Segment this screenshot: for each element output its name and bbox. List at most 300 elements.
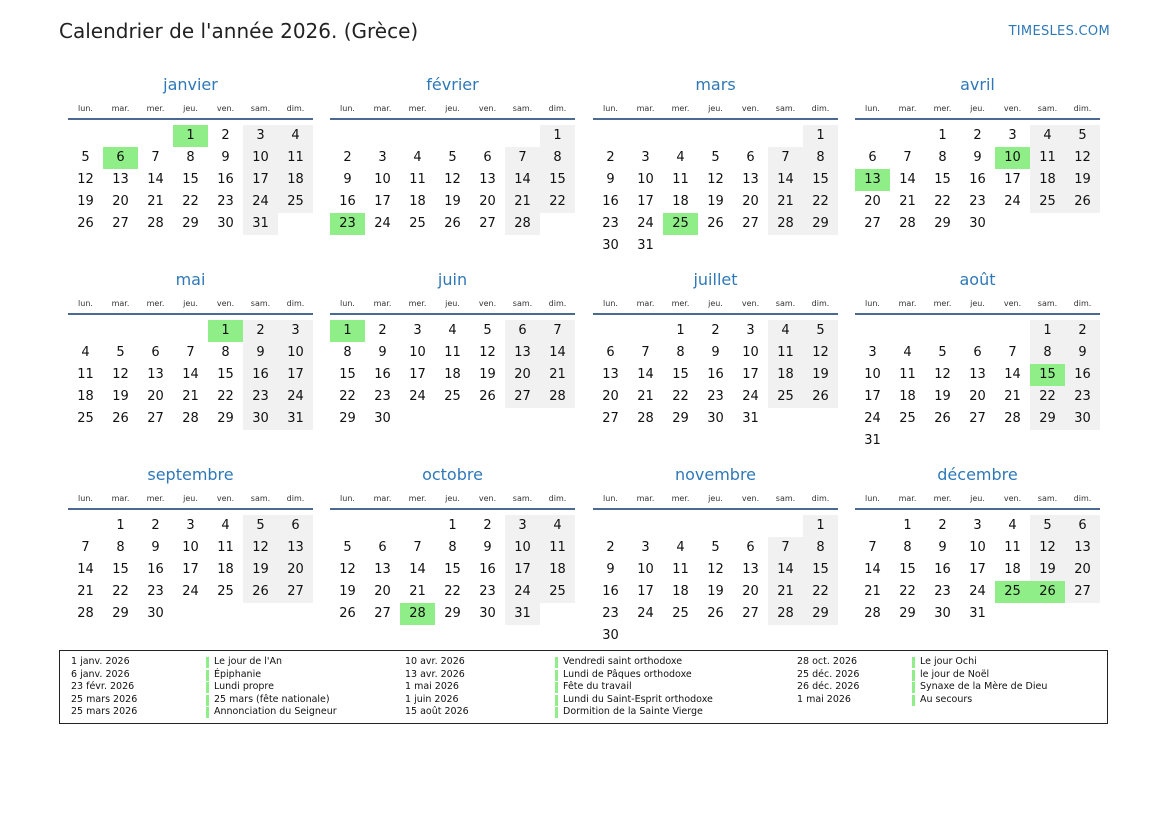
day-cell[interactable]: 27 [742,606,759,621]
day-cell[interactable]: 21 [899,194,916,209]
day-cell[interactable]: 3 [243,125,278,147]
day-cell[interactable]: 15 [339,367,356,382]
day-cell[interactable]: 26 [444,216,461,231]
day-cell[interactable]: 18 [899,389,916,404]
day-cell[interactable]: 6 [278,515,313,537]
day-cell[interactable]: 21 [768,581,803,603]
day-cell[interactable]: 22 [540,191,575,213]
day-cell[interactable]: 9 [606,562,615,577]
day-cell[interactable]: 3 [641,540,650,555]
day-cell[interactable]: 16 [1065,364,1100,386]
day-cell[interactable]: 29 [339,411,356,426]
day-cell[interactable]: 31 [243,213,278,235]
day-cell[interactable]: 25 [278,191,313,213]
day-cell[interactable]: 24 [637,606,654,621]
day-cell[interactable]: 16 [934,562,951,577]
day-cell[interactable]: 23 [1065,386,1100,408]
day-cell[interactable]: 7 [413,540,422,555]
day-cell[interactable]: 9 [606,172,615,187]
day-cell[interactable]: 5 [803,320,838,342]
day-cell[interactable]: 19 [339,584,356,599]
day-cell[interactable]: 21 [540,364,575,386]
day-cell[interactable]: 23 [479,584,496,599]
day-cell[interactable]: 15 [803,169,838,191]
day-cell[interactable]: 12 [112,367,129,382]
day-cell[interactable]: 12 [1030,537,1065,559]
day-cell[interactable]: 14 [182,367,199,382]
day-cell[interactable]: 6 [378,540,387,555]
day-cell[interactable]: 25 [1030,191,1065,213]
day-cell[interactable]: 14 [864,562,881,577]
day-cell[interactable]: 15 [112,562,129,577]
day-cell[interactable]: 18 [672,584,689,599]
day-cell[interactable]: 4 [1008,518,1017,533]
day-cell[interactable]: 14 [147,172,164,187]
day-cell[interactable]: 16 [969,172,986,187]
day-cell[interactable]: 7 [868,540,877,555]
day-cell[interactable]: 13 [969,367,986,382]
day-cell[interactable]: 7 [768,537,803,559]
day-cell[interactable]: 20 [602,389,619,404]
day-cell[interactable]: 7 [81,540,90,555]
day-cell[interactable]: 13 [742,562,759,577]
day-cell[interactable]: 12 [1065,147,1100,169]
day-cell[interactable]: 28 [899,216,916,231]
holiday-day[interactable]: 13 [855,169,890,191]
day-cell[interactable]: 29 [899,606,916,621]
day-cell[interactable]: 2 [711,323,720,338]
day-cell[interactable]: 18 [672,194,689,209]
day-cell[interactable]: 16 [602,194,619,209]
day-cell[interactable]: 12 [707,172,724,187]
day-cell[interactable]: 17 [505,559,540,581]
day-cell[interactable]: 14 [540,342,575,364]
day-cell[interactable]: 31 [969,606,986,621]
day-cell[interactable]: 8 [186,150,195,165]
day-cell[interactable]: 22 [182,194,199,209]
day-cell[interactable]: 9 [483,540,492,555]
day-cell[interactable]: 31 [637,238,654,253]
day-cell[interactable]: 17 [742,367,759,382]
day-cell[interactable]: 28 [864,606,881,621]
day-cell[interactable]: 13 [602,367,619,382]
day-cell[interactable]: 10 [637,562,654,577]
day-cell[interactable]: 1 [116,518,125,533]
day-cell[interactable]: 22 [1030,386,1065,408]
day-cell[interactable]: 3 [413,323,422,338]
day-cell[interactable]: 24 [182,584,199,599]
day-cell[interactable]: 26 [243,581,278,603]
holiday-day[interactable]: 6 [103,147,138,169]
day-cell[interactable]: 22 [934,194,951,209]
day-cell[interactable]: 27 [602,411,619,426]
holiday-day[interactable]: 1 [208,320,243,342]
day-cell[interactable]: 19 [934,389,951,404]
day-cell[interactable]: 10 [969,540,986,555]
day-cell[interactable]: 23 [217,194,234,209]
day-cell[interactable]: 9 [221,150,230,165]
day-cell[interactable]: 8 [448,540,457,555]
day-cell[interactable]: 4 [1030,125,1065,147]
holiday-day[interactable]: 28 [400,603,435,625]
day-cell[interactable]: 26 [112,411,129,426]
day-cell[interactable]: 26 [707,606,724,621]
day-cell[interactable]: 16 [479,562,496,577]
day-cell[interactable]: 20 [112,194,129,209]
day-cell[interactable]: 12 [243,537,278,559]
day-cell[interactable]: 23 [147,584,164,599]
day-cell[interactable]: 26 [803,386,838,408]
day-cell[interactable]: 12 [444,172,461,187]
day-cell[interactable]: 15 [934,172,951,187]
day-cell[interactable]: 22 [672,389,689,404]
day-cell[interactable]: 29 [217,411,234,426]
day-cell[interactable]: 19 [444,194,461,209]
day-cell[interactable]: 7 [540,320,575,342]
day-cell[interactable]: 26 [479,389,496,404]
day-cell[interactable]: 14 [505,169,540,191]
day-cell[interactable]: 10 [742,345,759,360]
day-cell[interactable]: 6 [505,320,540,342]
day-cell[interactable]: 23 [243,386,278,408]
day-cell[interactable]: 29 [182,216,199,231]
day-cell[interactable]: 11 [444,345,461,360]
day-cell[interactable]: 31 [864,433,881,448]
day-cell[interactable]: 6 [973,345,982,360]
day-cell[interactable]: 17 [969,562,986,577]
day-cell[interactable]: 16 [217,172,234,187]
day-cell[interactable]: 21 [864,584,881,599]
day-cell[interactable]: 3 [505,515,540,537]
day-cell[interactable]: 2 [938,518,947,533]
day-cell[interactable]: 16 [243,364,278,386]
day-cell[interactable]: 10 [864,367,881,382]
day-cell[interactable]: 19 [707,194,724,209]
day-cell[interactable]: 20 [505,364,540,386]
day-cell[interactable]: 20 [742,194,759,209]
day-cell[interactable]: 28 [505,213,540,235]
day-cell[interactable]: 9 [378,345,387,360]
day-cell[interactable]: 19 [243,559,278,581]
day-cell[interactable]: 7 [186,345,195,360]
day-cell[interactable]: 19 [1065,169,1100,191]
day-cell[interactable]: 22 [899,584,916,599]
day-cell[interactable]: 22 [339,389,356,404]
day-cell[interactable]: 23 [374,389,391,404]
day-cell[interactable]: 1 [938,128,947,143]
day-cell[interactable]: 7 [1008,345,1017,360]
day-cell[interactable]: 30 [969,216,986,231]
day-cell[interactable]: 17 [409,367,426,382]
day-cell[interactable]: 3 [378,150,387,165]
day-cell[interactable]: 29 [1030,408,1065,430]
day-cell[interactable]: 2 [483,518,492,533]
day-cell[interactable]: 21 [77,584,94,599]
day-cell[interactable]: 14 [1004,367,1021,382]
day-cell[interactable]: 24 [969,584,986,599]
day-cell[interactable]: 23 [602,606,619,621]
day-cell[interactable]: 16 [374,367,391,382]
day-cell[interactable]: 14 [768,559,803,581]
day-cell[interactable]: 30 [1065,408,1100,430]
day-cell[interactable]: 24 [374,216,391,231]
day-cell[interactable]: 29 [803,213,838,235]
day-cell[interactable]: 13 [278,537,313,559]
day-cell[interactable]: 11 [77,367,94,382]
day-cell[interactable]: 28 [77,606,94,621]
day-cell[interactable]: 24 [278,386,313,408]
day-cell[interactable]: 28 [637,411,654,426]
day-cell[interactable]: 14 [637,367,654,382]
day-cell[interactable]: 20 [147,389,164,404]
day-cell[interactable]: 21 [637,389,654,404]
day-cell[interactable]: 2 [151,518,160,533]
day-cell[interactable]: 17 [182,562,199,577]
day-cell[interactable]: 7 [903,150,912,165]
day-cell[interactable]: 31 [278,408,313,430]
day-cell[interactable]: 4 [81,345,90,360]
day-cell[interactable]: 12 [77,172,94,187]
day-cell[interactable]: 13 [112,172,129,187]
day-cell[interactable]: 18 [768,364,803,386]
day-cell[interactable]: 21 [147,194,164,209]
day-cell[interactable]: 2 [378,323,387,338]
day-cell[interactable]: 28 [768,603,803,625]
day-cell[interactable]: 9 [343,172,352,187]
day-cell[interactable]: 9 [711,345,720,360]
day-cell[interactable]: 15 [540,169,575,191]
day-cell[interactable]: 24 [864,411,881,426]
day-cell[interactable]: 22 [803,581,838,603]
day-cell[interactable]: 8 [1030,342,1065,364]
day-cell[interactable]: 2 [343,150,352,165]
day-cell[interactable]: 28 [768,213,803,235]
day-cell[interactable]: 11 [1030,147,1065,169]
day-cell[interactable]: 7 [641,345,650,360]
day-cell[interactable]: 24 [742,389,759,404]
day-cell[interactable]: 10 [505,537,540,559]
day-cell[interactable]: 3 [746,323,755,338]
day-cell[interactable]: 21 [182,389,199,404]
day-cell[interactable]: 4 [540,515,575,537]
day-cell[interactable]: 14 [77,562,94,577]
day-cell[interactable]: 10 [243,147,278,169]
day-cell[interactable]: 19 [1030,559,1065,581]
day-cell[interactable]: 15 [803,559,838,581]
day-cell[interactable]: 30 [374,411,391,426]
day-cell[interactable]: 19 [479,367,496,382]
day-cell[interactable]: 4 [413,150,422,165]
day-cell[interactable]: 12 [339,562,356,577]
day-cell[interactable]: 2 [606,150,615,165]
day-cell[interactable]: 3 [1008,128,1017,143]
day-cell[interactable]: 19 [803,364,838,386]
day-cell[interactable]: 5 [1065,125,1100,147]
day-cell[interactable]: 25 [217,584,234,599]
day-cell[interactable]: 8 [676,345,685,360]
day-cell[interactable]: 29 [444,606,461,621]
day-cell[interactable]: 17 [1004,172,1021,187]
day-cell[interactable]: 13 [147,367,164,382]
day-cell[interactable]: 29 [112,606,129,621]
day-cell[interactable]: 30 [147,606,164,621]
day-cell[interactable]: 17 [278,364,313,386]
day-cell[interactable]: 18 [217,562,234,577]
day-cell[interactable]: 15 [217,367,234,382]
day-cell[interactable]: 22 [444,584,461,599]
day-cell[interactable]: 14 [899,172,916,187]
day-cell[interactable]: 11 [672,172,689,187]
day-cell[interactable]: 26 [339,606,356,621]
day-cell[interactable]: 22 [803,191,838,213]
day-cell[interactable]: 5 [448,150,457,165]
day-cell[interactable]: 8 [803,147,838,169]
day-cell[interactable]: 2 [973,128,982,143]
day-cell[interactable]: 5 [711,150,720,165]
day-cell[interactable]: 27 [969,411,986,426]
day-cell[interactable]: 6 [868,150,877,165]
day-cell[interactable]: 2 [221,128,230,143]
day-cell[interactable]: 3 [186,518,195,533]
day-cell[interactable]: 25 [540,581,575,603]
day-cell[interactable]: 18 [1004,562,1021,577]
day-cell[interactable]: 5 [343,540,352,555]
day-cell[interactable]: 17 [637,584,654,599]
day-cell[interactable]: 16 [707,367,724,382]
day-cell[interactable]: 10 [409,345,426,360]
day-cell[interactable]: 30 [707,411,724,426]
day-cell[interactable]: 6 [746,540,755,555]
day-cell[interactable]: 6 [483,150,492,165]
day-cell[interactable]: 8 [903,540,912,555]
day-cell[interactable]: 9 [243,342,278,364]
day-cell[interactable]: 19 [112,389,129,404]
day-cell[interactable]: 9 [973,150,982,165]
day-cell[interactable]: 13 [505,342,540,364]
day-cell[interactable]: 11 [540,537,575,559]
day-cell[interactable]: 10 [637,172,654,187]
day-cell[interactable]: 11 [409,172,426,187]
day-cell[interactable]: 11 [217,540,234,555]
day-cell[interactable]: 24 [243,191,278,213]
day-cell[interactable]: 20 [479,194,496,209]
holiday-day[interactable]: 1 [330,320,365,342]
day-cell[interactable]: 28 [1004,411,1021,426]
day-cell[interactable]: 13 [479,172,496,187]
day-cell[interactable]: 1 [1030,320,1065,342]
day-cell[interactable]: 15 [672,367,689,382]
day-cell[interactable]: 27 [374,606,391,621]
day-cell[interactable]: 19 [707,584,724,599]
day-cell[interactable]: 30 [217,216,234,231]
day-cell[interactable]: 2 [1065,320,1100,342]
day-cell[interactable]: 27 [479,216,496,231]
day-cell[interactable]: 11 [899,367,916,382]
day-cell[interactable]: 6 [1065,515,1100,537]
day-cell[interactable]: 15 [444,562,461,577]
day-cell[interactable]: 8 [938,150,947,165]
day-cell[interactable]: 23 [602,216,619,231]
day-cell[interactable]: 27 [1065,581,1100,603]
day-cell[interactable]: 23 [934,584,951,599]
day-cell[interactable]: 7 [151,150,160,165]
day-cell[interactable]: 2 [606,540,615,555]
holiday-day[interactable]: 25 [995,581,1030,603]
day-cell[interactable]: 19 [77,194,94,209]
day-cell[interactable]: 13 [1065,537,1100,559]
day-cell[interactable]: 25 [409,216,426,231]
day-cell[interactable]: 12 [934,367,951,382]
holiday-day[interactable]: 25 [663,213,698,235]
day-cell[interactable]: 16 [339,194,356,209]
day-cell[interactable]: 14 [409,562,426,577]
day-cell[interactable]: 26 [77,216,94,231]
day-cell[interactable]: 9 [1065,342,1100,364]
day-cell[interactable]: 11 [278,147,313,169]
day-cell[interactable]: 21 [505,191,540,213]
day-cell[interactable]: 30 [602,238,619,253]
day-cell[interactable]: 25 [444,389,461,404]
day-cell[interactable]: 22 [112,584,129,599]
day-cell[interactable]: 12 [707,562,724,577]
day-cell[interactable]: 1 [448,518,457,533]
day-cell[interactable]: 8 [343,345,352,360]
day-cell[interactable]: 27 [278,581,313,603]
day-cell[interactable]: 11 [768,342,803,364]
day-cell[interactable]: 9 [151,540,160,555]
day-cell[interactable]: 13 [742,172,759,187]
day-cell[interactable]: 20 [1065,559,1100,581]
day-cell[interactable]: 18 [444,367,461,382]
day-cell[interactable]: 21 [768,191,803,213]
day-cell[interactable]: 16 [147,562,164,577]
day-cell[interactable]: 4 [221,518,230,533]
day-cell[interactable]: 28 [147,216,164,231]
day-cell[interactable]: 7 [768,147,803,169]
day-cell[interactable]: 24 [505,581,540,603]
day-cell[interactable]: 5 [483,323,492,338]
day-cell[interactable]: 18 [278,169,313,191]
day-cell[interactable]: 29 [803,603,838,625]
day-cell[interactable]: 24 [409,389,426,404]
day-cell[interactable]: 5 [243,515,278,537]
day-cell[interactable]: 5 [116,345,125,360]
day-cell[interactable]: 1 [803,125,838,147]
day-cell[interactable]: 27 [112,216,129,231]
day-cell[interactable]: 5 [81,150,90,165]
day-cell[interactable]: 20 [864,194,881,209]
day-cell[interactable]: 16 [602,584,619,599]
day-cell[interactable]: 1 [803,515,838,537]
day-cell[interactable]: 3 [641,150,650,165]
day-cell[interactable]: 2 [243,320,278,342]
day-cell[interactable]: 15 [182,172,199,187]
day-cell[interactable]: 4 [676,540,685,555]
day-cell[interactable]: 21 [1004,389,1021,404]
day-cell[interactable]: 8 [803,537,838,559]
day-cell[interactable]: 8 [116,540,125,555]
day-cell[interactable]: 12 [479,345,496,360]
day-cell[interactable]: 25 [672,606,689,621]
day-cell[interactable]: 24 [1004,194,1021,209]
day-cell[interactable]: 27 [742,216,759,231]
day-cell[interactable]: 9 [938,540,947,555]
day-cell[interactable]: 26 [1065,191,1100,213]
day-cell[interactable]: 3 [278,320,313,342]
day-cell[interactable]: 1 [540,125,575,147]
day-cell[interactable]: 17 [243,169,278,191]
day-cell[interactable]: 24 [637,216,654,231]
